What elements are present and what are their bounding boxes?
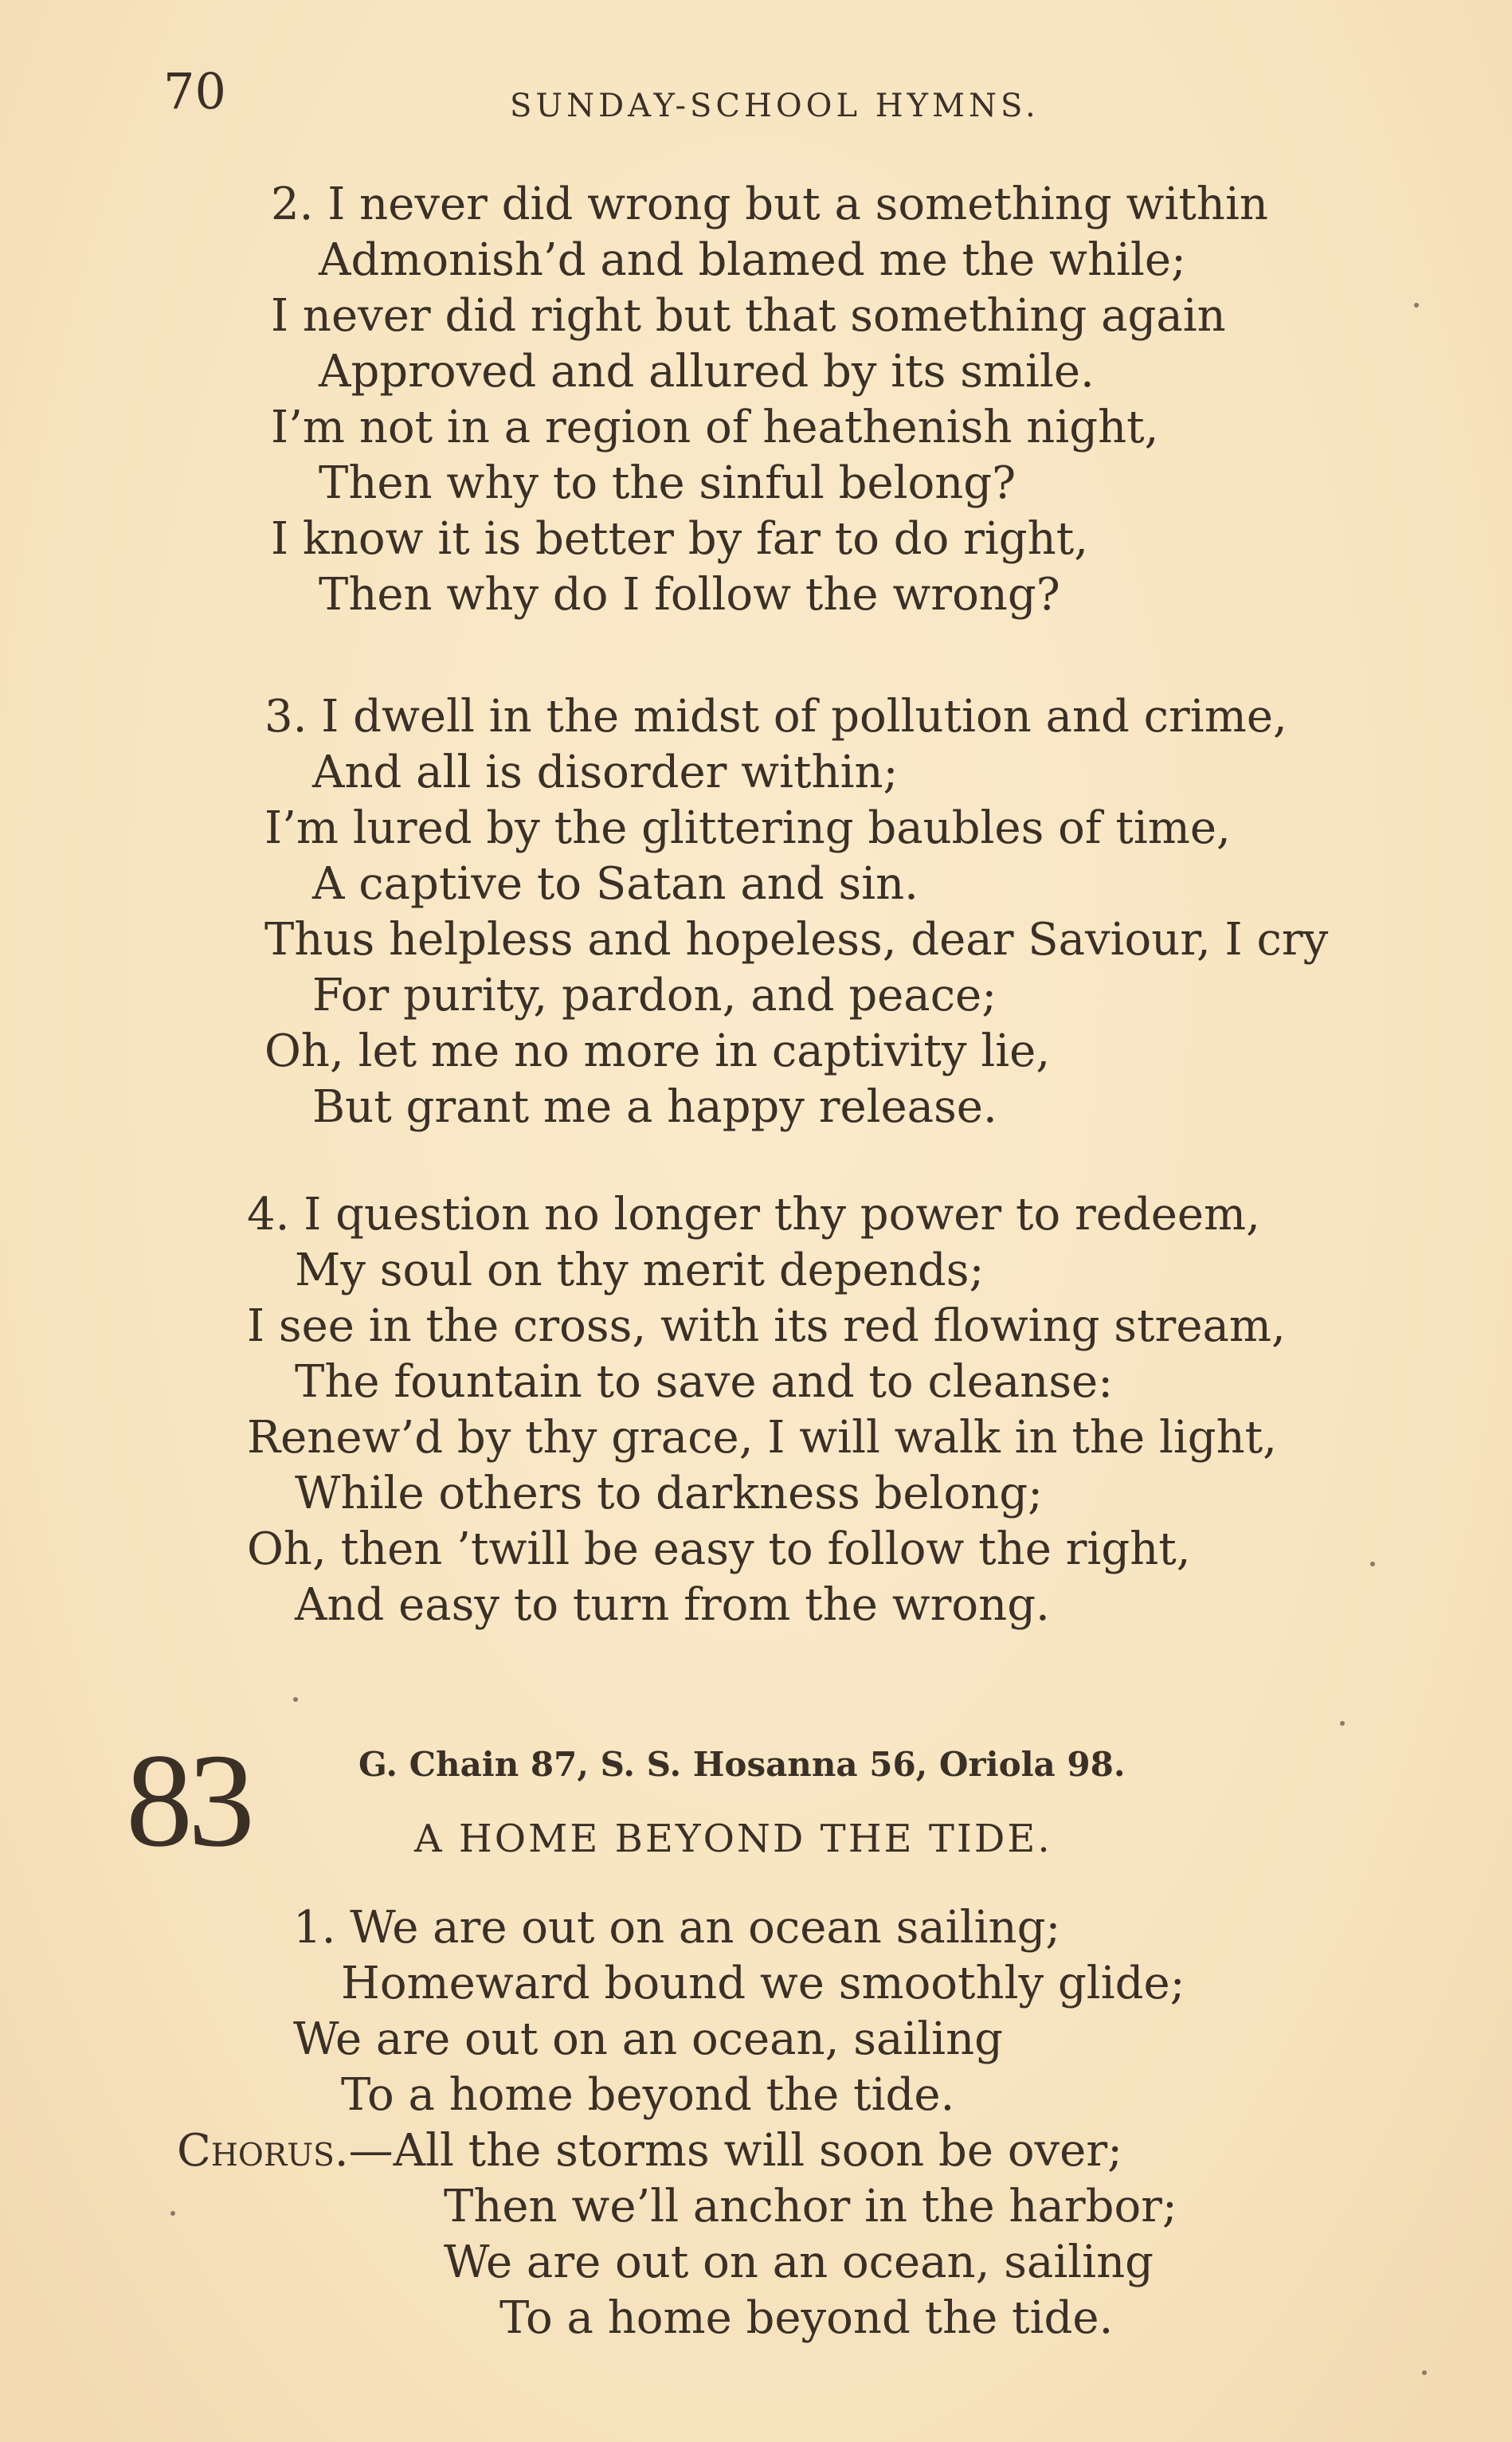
verse-1 (293, 1900, 1185, 2123)
stanza-4 (247, 1187, 1286, 1633)
paper-speck (293, 1697, 298, 1702)
verse-line: 3. I dwell in the midst of pollution and crime, (264, 691, 1287, 743)
verse-line: Homeward bound we smoothly glide; (341, 1958, 1185, 2009)
verse-line: 1. We are out on an ocean sailing; (293, 1902, 1061, 1954)
verse-line: Oh, then ’twill be easy to follow the right, (247, 1523, 1191, 1575)
paper-speck (1422, 2370, 1427, 2375)
verse-line: Then why do I follow the wrong? (319, 569, 1060, 621)
stanza-3 (264, 689, 1328, 1135)
chorus-line: To a home beyond the tide. (499, 2292, 1114, 2344)
verse-line: I’m lured by the glittering baubles of time, (264, 802, 1231, 854)
hymn-title: A HOME BEYOND THE TIDE. (414, 1817, 1052, 1861)
verse-line: Thus helpless and hopeless, dear Saviour, I cry (264, 914, 1329, 966)
verse-line: Renew’d by thy grace, I will walk in the light, (247, 1412, 1277, 1464)
chorus-line: We are out on an ocean, sailing (444, 2236, 1154, 2288)
tune-references: G. Chain 87, S. S. Hosanna 56, Oriola 98. (358, 1745, 1126, 1784)
verse-line: Approved and allured by its smile. (319, 346, 1095, 398)
verse-line: For purity, pardon, and peace; (312, 970, 997, 1021)
page-header (0, 56, 1512, 127)
hymn-number: 83 (126, 1727, 250, 1875)
paper-speck (170, 2211, 175, 2216)
verse-line: Then why to the sinful belong? (319, 457, 1016, 509)
chorus (177, 2123, 1177, 2346)
verse-line: And easy to turn from the wrong. (295, 1579, 1050, 1631)
paper-speck (1370, 1562, 1375, 1566)
chorus-line: —All the storms will soon be over; (348, 2125, 1122, 2177)
verse-line: Oh, let me no more in captivity lie, (264, 1025, 1051, 1077)
verse-line: But grant me a happy release. (312, 1081, 997, 1133)
paper-speck (1414, 303, 1419, 308)
verse-line: 2. I never did wrong but a something within (271, 178, 1268, 230)
verse-line: And all is disorder within; (312, 747, 899, 798)
running-head: SUNDAY-SCHOOL HYMNS. (510, 88, 1040, 124)
verse-line: The fountain to save and to cleanse: (295, 1356, 1114, 1408)
chorus-first-line (177, 2123, 1177, 2179)
verse-line: We are out on an ocean, sailing (293, 2013, 1003, 2065)
verse-line: I never did right but that something again (271, 290, 1226, 342)
verse-line: A captive to Satan and sin. (312, 858, 919, 910)
verse-line: 4. I question no longer thy power to redeem, (247, 1189, 1260, 1241)
page-number: 70 (163, 62, 226, 120)
verse-line: I’m not in a region of heathenish night, (271, 402, 1159, 453)
verse-line: My soul on thy merit depends; (295, 1245, 985, 1296)
verse-line: Admonish’d and blamed me the while; (319, 234, 1186, 286)
verse-line: I know it is better by far to do right, (271, 513, 1088, 565)
stanza-2 (271, 177, 1268, 623)
paper-speck (1340, 1721, 1345, 1726)
verse-line: I see in the cross, with its red flowing stream, (247, 1300, 1286, 1352)
verse-line: While others to darkness belong; (295, 1468, 1043, 1519)
chorus-label: Chorus. (177, 2125, 349, 2177)
verse-line: To a home beyond the tide. (341, 2069, 955, 2121)
chorus-line: Then we’ll anchor in the harbor; (444, 2181, 1177, 2232)
